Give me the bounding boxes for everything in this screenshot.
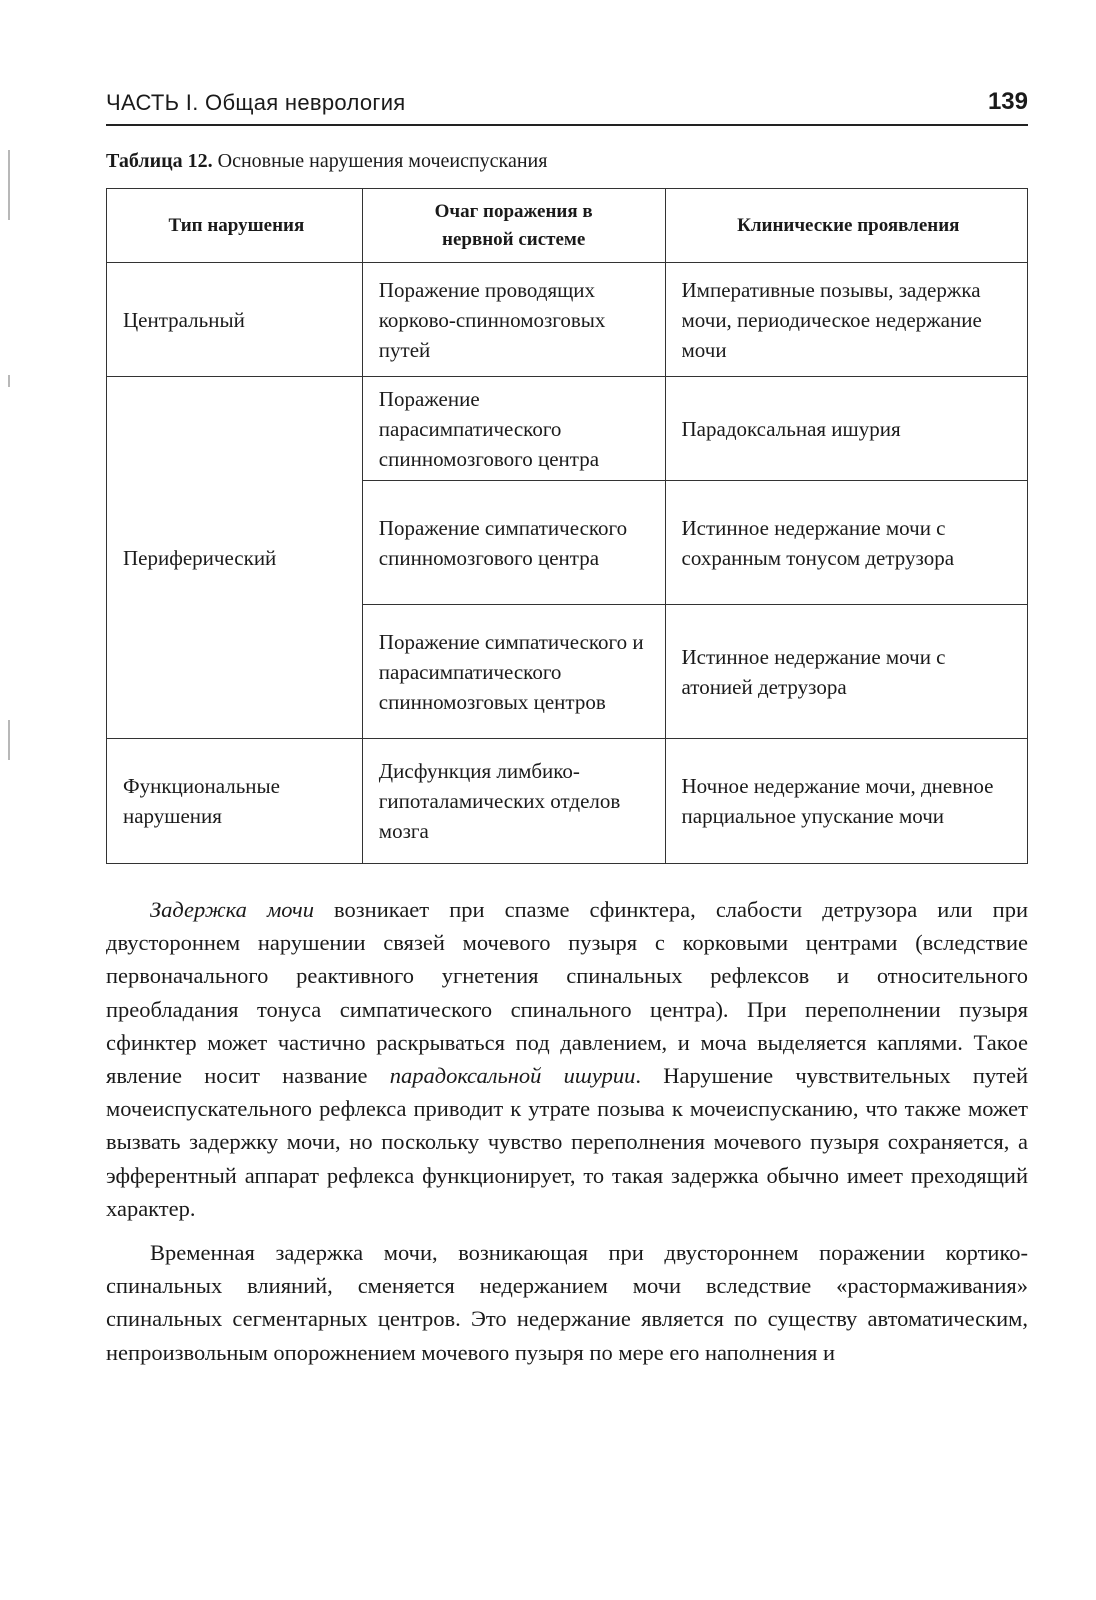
table-row [107,739,1028,864]
paragraph-text: возникает при спазме сфинктера, слабости детрузора или при двустороннем нарушении связей мочевого пузыря с корковыми центрами (вследствие первоначального реактивного угнетения спинальных рефлексов и относительного преобладания тонуса симпатического спинального центра). При переполнении пузыря сфинктер может частично раскрываться под давлением, и моча выделяется каплями. Такое явление носит название [106,897,1028,1089]
cell-lesion: Дисфункция лимбико-гипоталамических отделов мозга [362,739,665,864]
cell-clinical: Парадоксальная ишурия [665,377,1027,481]
disorders-table [106,188,1028,864]
term-urinary-retention: Задержка мочи [150,897,314,922]
scan-edge-mark [8,375,10,387]
paragraph-text: Временная задержка мочи, возникающая при двустороннем поражении кортико-спинальных влияний, сменяется недержанием мочи вследствие «растормаживания» спинальных сегментарных центров. Это недержание является по существу автоматическим, непроизвольным опорожнением мочевого пузыря по мере его наполнения и [106,1240,1028,1365]
cell-clinical: Истинное недержание мочи с атонией детрузора [665,605,1027,739]
cell-lesion: Поражение парасимпатического спинномозгового центра [362,377,665,481]
table-caption-label: Таблица 12. [106,150,213,172]
table-caption [106,150,547,173]
cell-type: Центральный [107,263,363,377]
running-title: ЧАСТЬ I. Общая неврология [106,90,406,115]
running-header [106,88,1028,126]
cell-lesion: Поражение симпатического спинномозгового центра [362,481,665,605]
table-row [107,263,1028,377]
paragraph [106,893,1028,1225]
cell-clinical: Ночное недержание мочи, дневное парциальное упускание мочи [665,739,1027,864]
column-header-type: Тип нарушения [107,189,363,263]
paragraph-text: . Нарушение чувствительных путей мочеиспускательного рефлекса приводит к утрате позыва к мочеиспусканию, что также может вызвать задержку мочи, но поскольку чувство переполнения мочевого пузыря сохраняется, а эфферентный аппарат рефлекса функционирует, то такая задержка обычно имеет преходящий характер. [106,1063,1028,1221]
table-header-row [107,189,1028,263]
column-header-clinical: Клинические проявления [665,189,1027,263]
cell-clinical: Истинное недержание мочи с сохранным тонусом детрузора [665,481,1027,605]
cell-clinical: Императивные позывы, задержка мочи, периодическое недержание мочи [665,263,1027,377]
table-row [107,377,1028,481]
cell-type: Периферический [107,377,363,739]
body-text [106,893,1028,1369]
column-header-lesion: Очаг поражения в нервной системе [362,189,665,263]
term-paradoxical-ischuria: парадоксальной ишурии [389,1063,636,1089]
page-number: 139 [987,88,1028,115]
table-caption-text: Основные нарушения мочеиспускания [217,150,548,172]
cell-lesion: Поражение проводящих корково-спинномозговых путей [362,263,665,377]
scan-edge-mark [8,720,10,760]
cell-lesion: Поражение симпатического и парасимпатического спинномозговых центров [362,605,665,739]
scan-edge-mark [8,150,10,220]
cell-type: Функциональные нарушения [107,739,363,864]
paragraph [106,1236,1028,1369]
